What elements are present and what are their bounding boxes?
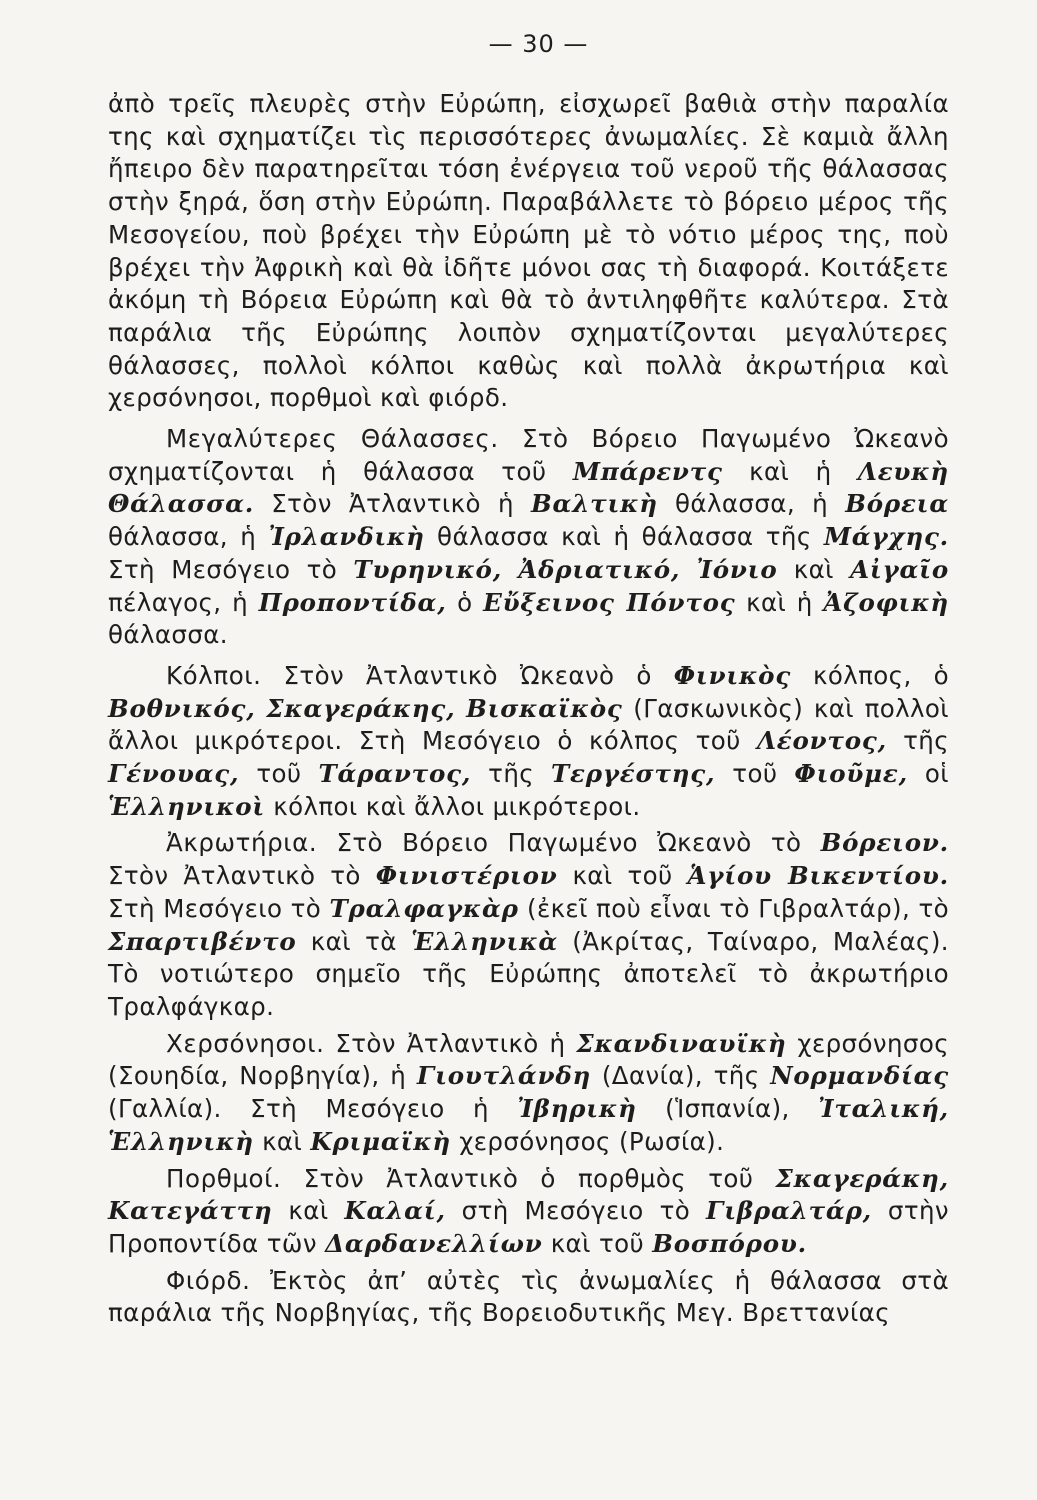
place-name: Ἰρλανδικὴ (268, 522, 425, 552)
text-run: καὶ τὰ (296, 926, 412, 956)
text-run: χερσόνησος (Σουηδία, Νορβηγία), ἡ (108, 1028, 949, 1091)
text-run: τῆς (886, 726, 949, 756)
place-name: Βοσπόρου. (652, 1228, 808, 1258)
paragraph-gulfs (108, 660, 949, 824)
place-name: Γένουας, (108, 759, 240, 789)
place-name: Νορμανδίας (770, 1061, 950, 1091)
place-name: Λέοντος, (756, 726, 887, 756)
place-name: Γιουτλάνδη (416, 1061, 592, 1091)
text-run: Στὴ Μεσόγειο τὸ (108, 554, 354, 584)
text-run: (Ἱσπανία), (636, 1094, 819, 1124)
place-name: Ἰόνιο (696, 554, 778, 584)
text-run: Στὸ Βόρειο Παγωμένο Ὠκεανὸ τὸ (317, 828, 821, 858)
text-run: (Γαλλία). Στὴ Μεσόγειο ἡ (108, 1094, 518, 1124)
text-run: καὶ τοῦ (542, 1228, 653, 1258)
text-run: θάλασσα. (108, 620, 228, 650)
place-name: Δαρδανελλίων (325, 1228, 543, 1258)
place-name: Γιβραλτάρ, (706, 1196, 873, 1226)
text-run: ὁ (446, 587, 484, 617)
body-text (108, 88, 949, 1330)
place-name: Τάραντος, (318, 759, 472, 789)
place-name: Καλαί, (344, 1196, 446, 1226)
text-run: στὴν Προποντίδα τῶν (108, 1196, 949, 1258)
place-name: Ἑλληνικὰ (411, 926, 559, 956)
text-run: καὶ ἡ (735, 587, 824, 617)
place-name: Μπάρεντς (572, 456, 723, 486)
text-run: καὶ (253, 1126, 311, 1156)
place-name: Προποντίδα, (258, 587, 447, 617)
text-run: θάλασσα καὶ ἡ θάλασσα τῆς (424, 522, 824, 552)
section-heading: Ἀκρωτήρια. (166, 828, 318, 858)
text-run: (ἐκεῖ ποὺ εἶναι τὸ Γιβραλτάρ), τὸ (518, 893, 949, 923)
place-name: Αἰγαῖο (850, 554, 949, 584)
section-heading: Χερσόνησοι. (166, 1028, 325, 1058)
place-name: Βόρεια (845, 489, 949, 519)
text-run: Ἐκτὸς ἀπ’ αὐτὲς τὶς ἀνωμαλίες ἡ θάλασσα στὰ παράλια τῆς Νορβηγίας, τῆς Βορειοδυτικῆς Μεγ. Βρεττανίας (108, 1265, 949, 1328)
place-name: Ἀζοφικὴ (823, 587, 949, 617)
place-name: Σκανδιναυϊκὴ (576, 1028, 787, 1058)
text-run: (Ἀκρίτας, Ταίναρο, Μαλέας). Τὸ νοτιώτερο σημεῖο τῆς Εὐρώπης ἀποτελεῖ τὸ ἀκρωτήριο Τραλφάγκαρ. (108, 926, 949, 1021)
place-name: Ἰβηρικὴ (517, 1094, 637, 1124)
text-run: καὶ (777, 554, 851, 584)
page-number: — 30 — (488, 30, 589, 58)
text-run: τῆς (471, 759, 552, 789)
place-name: Κριμαϊκὴ (310, 1126, 452, 1156)
place-name: Φινικὸς (673, 660, 792, 690)
text-run: Στὸν Ἀτλαντικὸ τὸ (108, 861, 376, 891)
section-heading: Φιόρδ. (166, 1265, 251, 1295)
text-run: τοῦ (239, 759, 319, 789)
text-run: οἱ (907, 759, 949, 789)
text-run (256, 694, 267, 723)
paragraph-peninsulas (108, 1028, 949, 1159)
place-name: Σκαγεράκη, (775, 1163, 949, 1193)
text-run: θάλασσα, ἡ (657, 489, 846, 519)
paragraph-straits (108, 1163, 949, 1261)
place-name: Τυρηνικό, (353, 554, 503, 584)
place-name: Λευκὴ Θάλασσα. (108, 456, 949, 519)
place-name: Βόρειον. (820, 828, 949, 858)
place-name: Φιοῦμε, (794, 759, 908, 789)
text-run: πέλαγος, ἡ (108, 587, 259, 617)
text-run (680, 555, 696, 584)
place-name: Βοθνικός, (108, 693, 256, 723)
paragraph-seas (108, 423, 949, 652)
paragraph-capes (108, 827, 949, 1023)
place-name: Μάγχης. (823, 522, 949, 552)
place-name: Βαλτικὴ (531, 489, 658, 519)
place-name: Σκαγεράκης, (266, 693, 456, 723)
place-name: Κατεγάττη (108, 1196, 273, 1226)
text-run: κόλπος, ὁ (791, 660, 949, 690)
text-run (502, 555, 518, 584)
text-run: Στὸ Βόρειο Παγωμένο Ὠκεανὸ σχηματίζονται ἡ θάλασσα τοῦ (108, 424, 949, 486)
place-name: Ἁγίου Βικεντίου. (687, 861, 949, 891)
text-run: τοῦ (715, 759, 795, 789)
place-name: Ἰταλική, (818, 1094, 950, 1124)
place-name: Τεργέστης, (551, 759, 716, 789)
text-run: Στὸν Ἀτλαντικὸ Ὠκεανὸ ὁ (261, 660, 674, 690)
paragraph-fjords (108, 1265, 949, 1330)
text-run: χερσόνησος (Ρωσία). (451, 1126, 725, 1156)
place-name: Εὔξεινος Πόντος (483, 587, 736, 617)
place-name: Σπαρτιβέντο (108, 926, 297, 956)
section-heading: Μεγαλύτερες Θάλασσες. (166, 424, 499, 454)
text-run: κόλποι καὶ ἄλλοι μικρότεροι. (265, 791, 641, 821)
text-run: καὶ (272, 1196, 345, 1226)
paragraph-intro (108, 88, 949, 415)
text-run: (Δανία), τῆς (591, 1061, 771, 1091)
text-run: καὶ ἡ (722, 456, 858, 486)
text-run: θάλασσα, ἡ (108, 522, 269, 552)
text-run: Στὸν Ἀτλαντικὸ ὁ πορθμὸς τοῦ (281, 1163, 776, 1193)
place-name: Φινιστέριον (375, 861, 558, 891)
place-name: Τραλφαγκὰρ (329, 893, 519, 923)
text-run: Στὴ Μεσόγειο τὸ (108, 893, 330, 923)
place-name: Βισκαϊκὸς (466, 693, 623, 723)
text-run: ἀπὸ τρεῖς πλευρὲς στὴν Εὐρώπη, εἰσχωρεῖ βαθιὰ στὴν παραλία της καὶ σχηματίζει τὶς περισσότερες ἀνωμαλίες. Σὲ καμιὰ ἄλλη ἤπειρο δὲν παρατηρεῖται τόση ἐνέργεια τοῦ νεροῦ τῆς θάλασσας στὴν ξηρά, ὅση στὴν Εὐρώπη. Παραβάλλετε τὸ βόρειο μέρος τῆς Μεσογείου, ποὺ βρέχει τὴν Εὐρώπη μὲ τὸ νότιο μέρος της, ποὺ βρέχει τὴν Ἀφρικὴ καὶ θὰ ἰδῆτε μόνοι σας τὴ διαφορά. Κοιτάξετε ἀκόμη τὴ Βόρεια Εὐρώπη καὶ θὰ τὸ ἀντιληφθῆτε καλύτερα. Στὰ παράλια τῆς Εὐρώπης λοιπὸν σχηματίζονται μεγαλύτερες θάλασσες, πολλοὶ κόλποι καθὼς καὶ πολλὰ ἀκρωτήρια καὶ χερσόνησοι, πορθμοὶ καὶ φιόρδ. (108, 89, 949, 413)
place-name: Ἑλληνικὴ (108, 1126, 254, 1156)
place-name: Ἀδριατικό, (518, 554, 681, 584)
text-run: Στὸν Ἀτλαντικὸ ἡ (254, 489, 532, 519)
text-run: στὴ Μεσόγειο τὸ (445, 1196, 706, 1226)
place-name: Ἑλληνικοὶ (108, 791, 266, 821)
section-heading: Κόλποι. (166, 660, 262, 690)
text-run (455, 694, 466, 723)
text-run: καὶ τοῦ (557, 861, 688, 891)
text-run: Στὸν Ἀτλαντικὸ ἡ (324, 1028, 577, 1058)
text-run: (Γασκωνικὸς) καὶ πολλοὶ ἄλλοι μικρότεροι. Στὴ Μεσόγειο ὁ κόλπος τοῦ (108, 693, 949, 756)
section-heading: Πορθμοί. (166, 1163, 282, 1193)
